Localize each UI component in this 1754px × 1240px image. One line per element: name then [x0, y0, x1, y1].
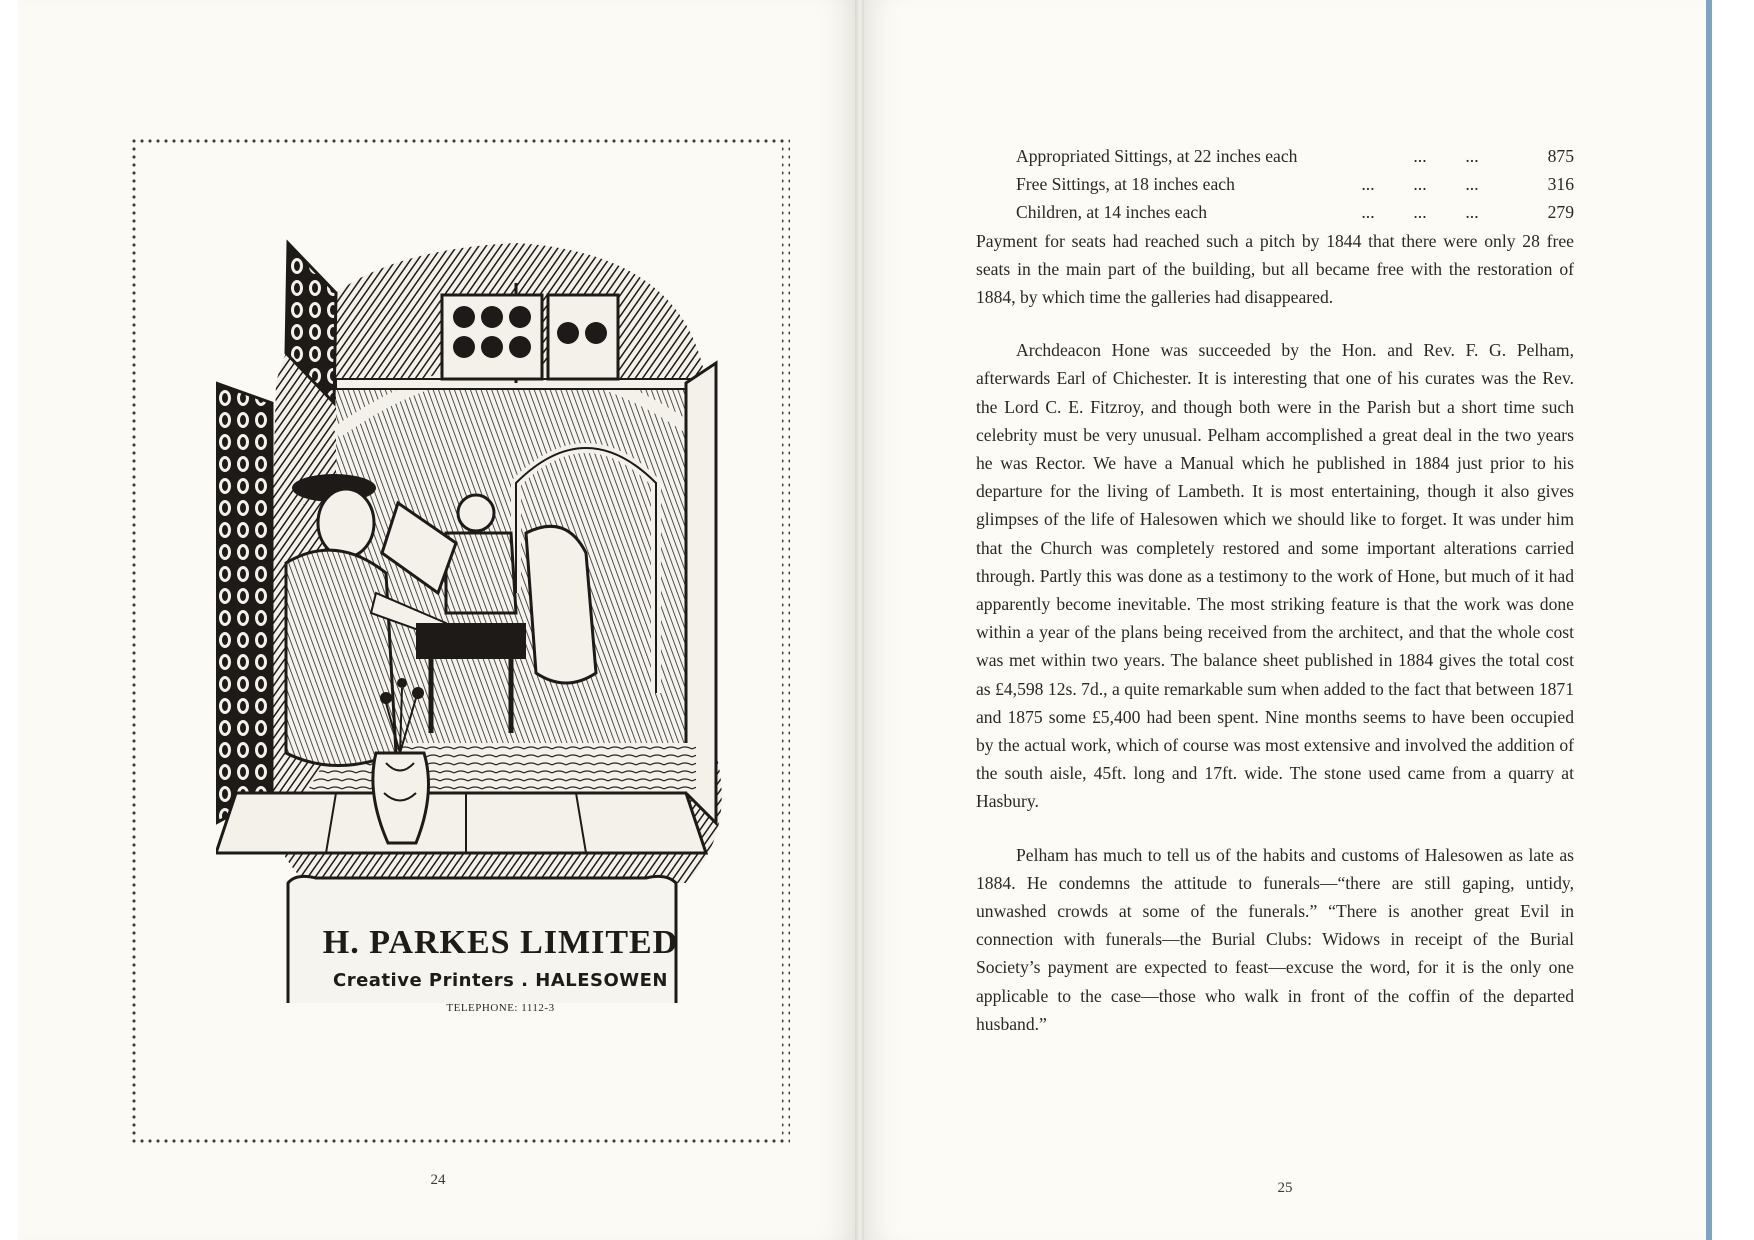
fanlight-window: [442, 283, 618, 383]
leader-dots: ...: [1465, 202, 1479, 223]
leader-dots: ...: [1413, 202, 1427, 223]
advert-panel: [138, 145, 782, 1139]
company-telephone: TELEPHONE: 1112-3: [446, 1002, 555, 1014]
leader-dots: ...: [1413, 146, 1427, 166]
paragraph-funerals: Pelham has much to tell us of the habits and customs of Halesowen as late as 1884. He condemns the attitude to funerals—“there are still gaping, untidy, unwashed crowds at some of the funerals.” “There is another great Evil in connection with funerals—the Burial Clubs: Widows in receipt of the Burial Society’s payment are expected to feast—excuse the word, for it is the only one applicable to the case—those who walk in front of the coffin of the departed husband.”: [976, 844, 1574, 1034]
right-page: [864, 0, 1706, 1240]
company-tagline: Creative Printers . HALESOWEN: [333, 970, 668, 991]
sittings-label: Children, at 14 inches each: [1016, 202, 1208, 223]
leader-dots: ...: [1465, 174, 1479, 195]
paragraph-pelham-restoration: Archdeacon Hone was succeeded by the Hon. and Rev. F. G. Pelham, afterwards Earl of Chichester. It is interesting that one of his curates was the Rev. the Lord C. E. Fitzroy, and though both were in the Parish but a short time such celebrity must be very unusual. Pelham accomplished a great deal in the two years he was Rector. We have a Manual which he published in 1884 just prior to his departure for the living of Lambeth. It is most entertaining, though it also gives glimpses of the life of Halesowen which we should like to forget. It was under him that the Church was completely restored and some important alterations carried through. Partly this was done as a testimony to the work of Hone, but much of it had apparently become inevitable. The most striking feature is that the work was done within a year of the plans being received from the architect, and that the whole cost was met within two years. The balance sheet published in 1884 gives the total cost as £4,598 12s. 7d., a quite remarkable sum when added to the fact that between 1871 and 1875 some £5,400 had been spent. Nine months seems to have been occupied by the actual work, which of course was most extensive and involved the addition of the south aisle, 45ft. long and 17ft. wide. The stone used came from a quarry at Hasbury.: [976, 340, 1574, 812]
advert-dotted-border: [130, 137, 790, 1147]
signboard: [288, 880, 713, 1030]
sittings-label: Free Sittings, at 18 inches each: [1016, 174, 1235, 195]
left-page: [18, 0, 858, 1240]
page-number-left: 24: [430, 1172, 446, 1188]
leader-dots: ...: [1361, 202, 1375, 223]
sittings-row: [976, 170, 1574, 198]
scan-background: [1712, 0, 1754, 1240]
leader-dots: ...: [1465, 146, 1479, 166]
leader-dots: ...: [1361, 174, 1375, 195]
company-name: H. PARKES LIMITED: [322, 924, 679, 961]
sittings-row: [976, 198, 1574, 226]
sittings-row: [976, 142, 1574, 170]
sittings-value: 875: [1547, 146, 1574, 166]
paragraph-seats: Payment for seats had reached such a pitch by 1844 that there were only 28 free seats in the main part of the building, but all became free with the restoration of 1884, by which time the galleries had disappeared.: [976, 230, 1574, 308]
page-number-right: 25: [1277, 1180, 1293, 1196]
body-text: [976, 142, 1574, 1038]
sittings-label: Appropriated Sittings, at 22 inches each: [1016, 146, 1298, 166]
window-sill: [216, 793, 706, 853]
leader-dots: ...: [1413, 174, 1427, 195]
sittings-value: 316: [1547, 174, 1574, 195]
sittings-value: 279: [1547, 202, 1574, 223]
left-shutter: [216, 383, 272, 823]
